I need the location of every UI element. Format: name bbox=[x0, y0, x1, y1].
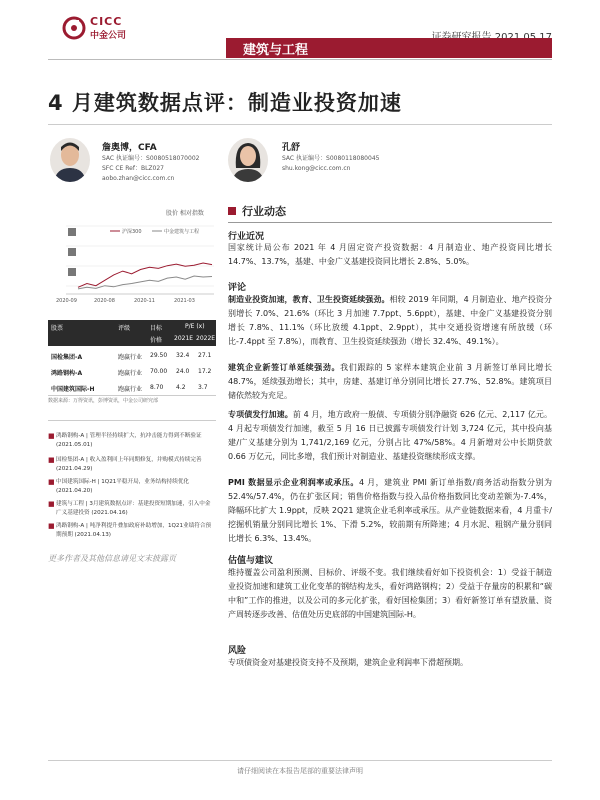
col-header: 价格 bbox=[150, 337, 163, 344]
cell-rating: 跑赢行业 bbox=[118, 386, 143, 393]
bullet-icon: ■ bbox=[48, 500, 55, 508]
cicc-logo-icon bbox=[62, 16, 86, 40]
x-tick-label: 2020-09 bbox=[56, 298, 77, 304]
section-marker-icon bbox=[228, 207, 236, 215]
y-tick-block bbox=[68, 228, 76, 236]
paragraph-bonds bbox=[228, 408, 552, 464]
paragraph-body: 我们跟踪的 5 家样本建筑企业前 3 月新签订单同比增长 48.7%，延续强劲增长；其中，房建、基建订单分别同比增长 27.7%、52.8%。建筑项目储依然较为充足。 bbox=[228, 363, 552, 400]
cell-rating: 跑赢行业 bbox=[118, 370, 143, 377]
section-divider bbox=[228, 222, 552, 223]
series-line-hs300 bbox=[78, 263, 212, 287]
cell-target: 70.00 bbox=[150, 368, 168, 375]
paragraph-body: 相较 2019 年同期，4 月制造业、地产投资分别增长 7.0%、21.6%（环比 3 月加速 7.7ppt、5.6ppt），基建、中金广义基建投资分别增长 7.8%、11.1%（环比放缓 4.1ppt、2.9ppt），其中交通投资增速有所放缓（环比-7.4ppt 至 7.8%），而教育、卫生投资延续强劲（增长 32.4%、49.1%）。 bbox=[228, 295, 553, 346]
paragraph-lead: PMI 数据显示企业利润率或承压。 bbox=[228, 478, 359, 487]
paragraph-orders bbox=[228, 361, 552, 403]
paragraph-body: 4 月，建筑业 PMI 新订单指数/商务活动指数分别为 52.4%/57.4%，仍在扩张区间；销售价格指数与投入品价格指数同比变动差额为-7.4%，降幅环比扩大 1.9ppt，反映 2Q21 建筑企业毛利率或承压。从产业链数据来看，4 月重卡/挖掘机销量分别同比增长 1%、下滑 5.2%，较前期有所降速；4 月水泥、粗钢产量分别同比增长 6.3%、13.4%。 bbox=[228, 478, 552, 543]
title-divider bbox=[48, 124, 552, 125]
legend-label-1: 沪深300 bbox=[122, 229, 142, 235]
author-email[interactable]: shu.kong@cicc.com.cn bbox=[282, 165, 351, 172]
author-name-1: 詹奥博，CFA bbox=[102, 143, 157, 153]
subheading-valuation: 估值与建议 bbox=[228, 556, 274, 566]
section-divider bbox=[48, 420, 216, 421]
subheading-risk: 风险 bbox=[228, 646, 247, 656]
col-header: 评级 bbox=[118, 325, 131, 332]
y-tick-block bbox=[68, 248, 76, 256]
cell-pe-2022: 3.7 bbox=[198, 384, 208, 391]
related-report-link[interactable] bbox=[48, 456, 216, 474]
cell-pe-2022: 27.1 bbox=[198, 352, 212, 359]
author-photo-1 bbox=[50, 138, 90, 182]
col-header: 2022E bbox=[196, 335, 216, 342]
cell-target: 29.50 bbox=[150, 352, 168, 359]
col-header: 2021E bbox=[174, 335, 194, 342]
cell-pe-2022: 17.2 bbox=[198, 368, 212, 375]
related-report-text[interactable]: 国检集团-A | 收入盈利回上年同期修复，并购模式持续完善 (2021.04.29) bbox=[56, 457, 202, 472]
paragraph-recent: 国家统计局公布 2021 年 4 月固定资产投资数据：4 月制造业、地产投资同比增长 14.7%、13.7%，基建、中金广义基建投资同比增长 2.8%、5.0%。 bbox=[228, 243, 552, 266]
author-line: SAC 执证编号：S0080518070002 bbox=[102, 155, 200, 162]
bullet-icon: ■ bbox=[48, 522, 55, 530]
col-header: P/E (x) bbox=[185, 323, 205, 330]
cell-rating: 跑赢行业 bbox=[118, 354, 143, 361]
cell-pe-2021: 4.2 bbox=[176, 384, 186, 391]
legal-disclaimer-link[interactable]: 请仔细阅读在本报告尾部的重要法律声明 bbox=[237, 767, 363, 775]
col-header: 股票 bbox=[51, 325, 64, 332]
x-tick-label: 2021-03 bbox=[174, 298, 195, 304]
legend-label-2: 中金建筑与工程 bbox=[164, 229, 200, 235]
bullet-icon: ■ bbox=[48, 456, 55, 464]
cicc-logo bbox=[62, 14, 132, 40]
cell-target: 8.70 bbox=[150, 384, 164, 391]
logo-cn: 中金公司 bbox=[90, 31, 127, 41]
paragraph-lead: 建筑企业新签订单延续强劲。 bbox=[228, 363, 341, 372]
paragraph-manufacturing bbox=[228, 293, 552, 349]
author-photo-2 bbox=[228, 138, 268, 182]
author-line: SAC 执证编号：S0080118080045 bbox=[282, 155, 380, 162]
table-source-note: 数据来源：万得资讯，彭博资讯，中金公司研究部 bbox=[48, 398, 159, 404]
paragraph-lead: 专项债发行加速。 bbox=[228, 410, 293, 419]
paragraph-valuation: 维持覆盖公司盈利预测、目标价、评级不变。我们继续看好如下投资机会：1）受益于制造业投资加速和建筑工业化变革的钢结构龙头，看好鸿路钢构；2）受益于存量房的积累和“碳中和”工作的推进，以及公司的多元化扩张，看好国检集团；3）看好新签订单有望放量、资产周转逐步改善、估值处历史底部的中国建筑国际-H。 bbox=[228, 568, 552, 619]
person-icon bbox=[228, 138, 268, 182]
subheading-comment: 评论 bbox=[228, 283, 247, 293]
table-bottom-rule bbox=[48, 395, 216, 396]
subheading-recent: 行业近况 bbox=[228, 232, 265, 242]
section-title: 行业动态 bbox=[242, 205, 286, 218]
related-report-link[interactable] bbox=[48, 478, 216, 496]
series-line-sector bbox=[78, 276, 212, 289]
chart-label: 股价 相对指数 bbox=[166, 210, 204, 217]
related-report-link[interactable] bbox=[48, 500, 216, 518]
related-report-text[interactable]: 鸿路钢构-A | 吨净利提升叠加政府补助增加，1Q21业绩符合预期预期 (2021.04.13) bbox=[56, 523, 212, 538]
person-icon bbox=[50, 138, 90, 182]
related-report-text[interactable]: 鸿路钢构-A | 管理半径持续扩大，抗冲击能力得到不断验证 (2021.05.01) bbox=[56, 433, 202, 448]
paragraph-lead: 制造业投资加速，教育、卫生投资延续强劲。 bbox=[228, 295, 390, 304]
author-email[interactable]: aobo.zhan@cicc.com.cn bbox=[102, 175, 175, 182]
y-tick-block bbox=[68, 268, 76, 276]
table-row bbox=[48, 364, 216, 380]
sector-banner bbox=[226, 38, 552, 58]
cell-pe-2021: 32.4 bbox=[176, 352, 190, 359]
x-tick-label: 2020-11 bbox=[134, 298, 155, 304]
cell-stock: 国检集团-A bbox=[51, 354, 83, 361]
related-report-text[interactable]: 建筑与工程 | 3月建筑数据点评：基建投资短期加速，引入中金广义基建投资 (2021.04.16) bbox=[56, 501, 211, 516]
related-report-link[interactable] bbox=[48, 522, 216, 540]
table-row bbox=[48, 380, 216, 396]
sector-label: 建筑与工程 bbox=[243, 43, 309, 58]
paragraph-risk: 专项债资金对基建投资支持不及预期，建筑企业利润率下滑超预期。 bbox=[228, 658, 468, 667]
author-line: SFC CE Ref：BLZ027 bbox=[102, 165, 164, 172]
bullet-icon: ■ bbox=[48, 478, 55, 486]
x-tick-label: 2020-08 bbox=[94, 298, 115, 304]
paragraph-pmi bbox=[228, 476, 552, 546]
table-header bbox=[48, 320, 216, 346]
paragraph-body: 前 4 月，地方政府一般债、专项债分别净融资 626 亿元、2,117 亿元。4 月起专项债发行加速，截至 5 月 16 日已披露专项债发行计划 3,724 亿元，其中投向基建/广义基建分别为 1,741/2,169 亿元，分别占比 47%/58%。4 月新增对公中长期贷款 0.66 万亿元，同比多增，我们预计对制造业、基建投资继续形成支撑。 bbox=[228, 410, 552, 461]
cell-pe-2021: 24.0 bbox=[176, 368, 190, 375]
more-info-link[interactable]: 更多作者及其他信息请见文末披露页 bbox=[48, 554, 176, 563]
logo-en: CICC bbox=[90, 15, 123, 28]
report-title: 4 月建筑数据点评：制造业投资加速 bbox=[48, 91, 402, 115]
related-report-text[interactable]: 中国建筑国际-H | 1Q21平稳开局，业务结构持续优化 (2021.04.20) bbox=[56, 479, 190, 494]
cell-stock: 鸿路钢构-A bbox=[51, 370, 83, 377]
footer-divider bbox=[48, 760, 552, 761]
col-header: 目标 bbox=[150, 325, 163, 332]
header-divider bbox=[48, 59, 552, 60]
table-row bbox=[48, 348, 216, 364]
author-name-2: 孔舒 bbox=[282, 143, 301, 153]
bullet-icon: ■ bbox=[48, 432, 55, 440]
stock-performance-chart bbox=[48, 216, 216, 306]
cell-stock: 中国建筑国际-H bbox=[51, 386, 95, 393]
related-report-link[interactable] bbox=[48, 432, 216, 450]
